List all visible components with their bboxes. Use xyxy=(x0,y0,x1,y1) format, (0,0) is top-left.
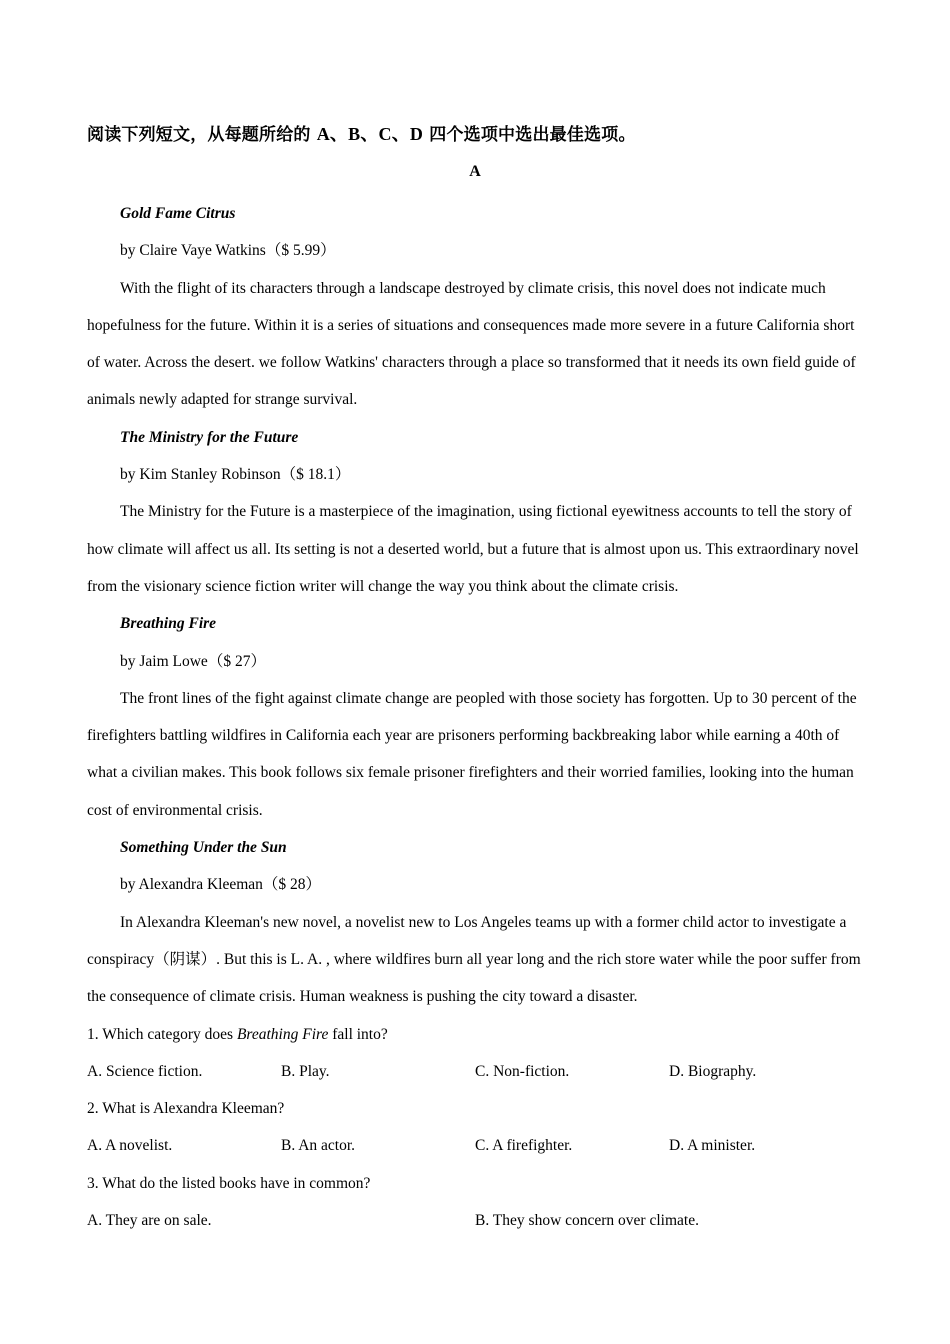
book-description: The Ministry for the Future is a masterpiece of the imagination, using fictional eyewitness accounts to tell the story of how climate will affect us all. Its setting is not a deserted world, but a future that is almost upon us. This extraordinary novel from the visionary science fiction writer will change the way you think about the climate crisis. xyxy=(87,503,859,595)
book-byline: by Jaim Lowe（$ 27） xyxy=(120,652,266,670)
book-title: Something Under the Sun xyxy=(120,839,287,857)
book-byline: by Alexandra Kleeman（$ 28） xyxy=(120,876,322,894)
question-book-title: Breathing Fire xyxy=(236,1025,329,1043)
option-b[interactable]: B. They show concern over climate. xyxy=(475,1212,699,1230)
question-3-options xyxy=(87,1202,867,1239)
option-d[interactable]: D. Biography. xyxy=(669,1062,757,1080)
reading-instruction xyxy=(87,121,636,148)
option-a[interactable]: A. Science fiction. xyxy=(87,1062,203,1080)
book-title: Breathing Fire xyxy=(120,615,217,633)
question-1-options xyxy=(87,1053,867,1090)
option-a[interactable]: A. They are on sale. xyxy=(87,1212,212,1230)
book-title: Gold Fame Citrus xyxy=(120,205,236,222)
instruction-suffix: 四个选项中选出最佳选项。 xyxy=(423,125,636,145)
option-b[interactable]: B. An actor. xyxy=(281,1137,356,1155)
section-label: A xyxy=(469,163,481,180)
question-3: 3. What do the listed books have in common? xyxy=(87,1174,371,1192)
book-byline: by Kim Stanley Robinson（$ 18.1） xyxy=(120,466,351,484)
question-text: 1. Which category does xyxy=(87,1025,237,1043)
book-description: The front lines of the fight against climate change are peopled with those society has forgotten. Up to 30 percent of the firefighters battling wildfires in California each year are prisoners performing backbreaking labor while earning a 40th of what a civilian makes. This book follows six female prisoner firefighters and their worried families, looking into the human cost of environmental crisis. xyxy=(87,689,857,819)
book-description: In Alexandra Kleeman's new novel, a novelist new to Los Angeles teams up with a former child actor to investigate a conspiracy（阴谋）. But this is L. A. , where wildfires burn all year long and the rich store water while the poor suffer from the consequence of climate crisis. Human weakness is pushing the city toward a disaster. xyxy=(87,913,861,1006)
option-b[interactable]: B. Play. xyxy=(281,1062,330,1080)
instruction-letters: A、B、C、D xyxy=(316,124,424,144)
book-description: With the flight of its characters through a landscape destroyed by climate crisis, this novel does not indicate much hopefulness for the future. Within it is a series of situations and consequences made more severe in a future California short of water. Across the desert. we follow Watkins' characters through a place so transformed that it needs its own field guide of animals newly adapted for strange survival. xyxy=(87,279,856,409)
option-d[interactable]: D. A minister. xyxy=(669,1137,756,1155)
question-text: fall into? xyxy=(328,1025,388,1043)
question-2-options xyxy=(87,1127,867,1164)
instruction-prefix: 阅读下列短文，从每题所给的 xyxy=(87,125,317,145)
passage-body xyxy=(87,195,867,1239)
option-c[interactable]: C. A firefighter. xyxy=(475,1137,573,1155)
question-2: 2. What is Alexandra Kleeman? xyxy=(87,1100,285,1118)
book-byline: by Claire Vaye Watkins（$ 5.99） xyxy=(120,242,336,260)
book-title: The Ministry for the Future xyxy=(120,428,299,446)
option-c[interactable]: C. Non-fiction. xyxy=(475,1062,570,1080)
option-a[interactable]: A. A novelist. xyxy=(87,1137,173,1155)
question-1 xyxy=(87,1016,867,1053)
